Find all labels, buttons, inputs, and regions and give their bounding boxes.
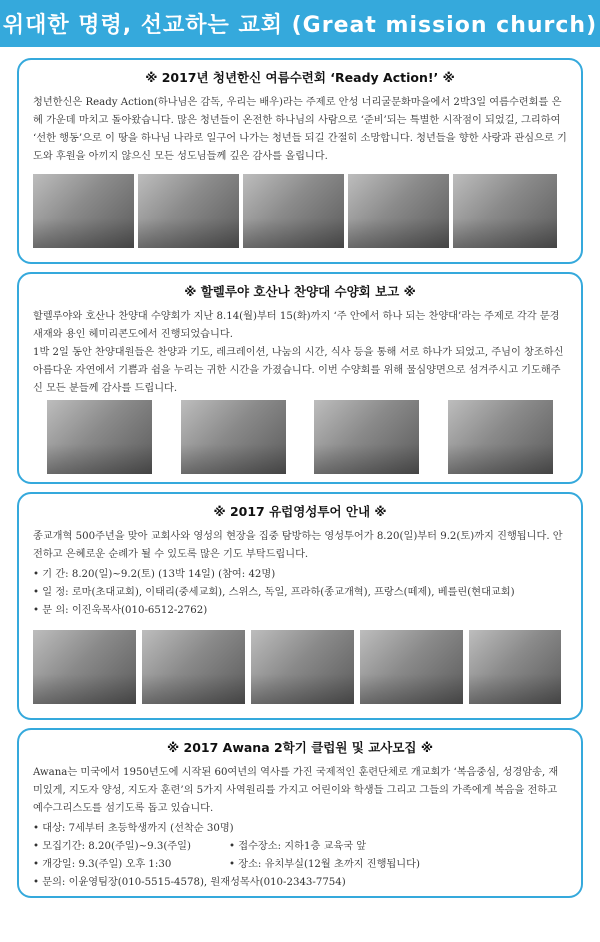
info-item: • 문 의: 이진욱목사(010-6512-2762) — [33, 605, 208, 616]
tour-photo — [142, 630, 245, 704]
retreat-photo — [33, 174, 134, 248]
section-paragraph: 할렐루야와 호산나 찬양대 수양회가 지난 8.14(월)부터 15(화)까지 ‘주 안에서 하나 되는 찬양대’라는 주제로 각각 문경새재와 용인 헤미리콘도에서 진행되었습니다. — [33, 311, 560, 340]
section-body — [33, 94, 567, 166]
tour-photo — [251, 630, 354, 704]
info-item: • 일 정: 로마(초대교회), 이태리(중세교회), 스위스, 독일, 프라하(종교개혁), 프랑스(떼제), 베를린(현대교회) — [33, 587, 515, 598]
info-list — [33, 820, 567, 892]
page-banner — [0, 0, 600, 47]
choir-photo — [181, 400, 286, 474]
section-summer-retreat — [17, 58, 583, 264]
info-item: • 개강일: 9.3(주일) 오후 1:30 — [33, 859, 172, 870]
section-body — [33, 528, 567, 620]
section-body — [33, 764, 567, 892]
tour-photo — [469, 630, 561, 704]
tour-photo — [33, 630, 136, 704]
info-item: • 대상: 7세부터 초등학생까지 (선착순 30명) — [33, 823, 234, 834]
section-title: ※ 할렐루야 호산나 찬양대 수양회 보고 ※ — [184, 284, 416, 299]
info-item: • 접수장소: 지하1층 교육국 앞 — [229, 841, 367, 852]
info-row — [33, 856, 567, 874]
choir-photo — [47, 400, 152, 474]
info-item: • 기 간: 8.20(일)~9.2(토) (13박 14일) (참여: 42명) — [33, 569, 276, 580]
info-list — [33, 566, 567, 620]
photo-strip — [33, 400, 567, 474]
section-choir-retreat — [17, 272, 583, 484]
retreat-photo — [453, 174, 557, 248]
section-paragraph: Awana는 미국에서 1950년도에 시작된 60여년의 역사를 가진 국제적인 훈련단체로 개교회가 ‘복음중심, 성경암송, 재미있게, 지도자 양성, 지도자 훈련’의 5가지 사역원리를 가지고 어린이와 학생들 그리고 그들의 가족에게 복음을 전하고 예수그리스도를 섬기도록 돕고 있습니다. — [33, 767, 559, 814]
photo-strip — [33, 630, 567, 704]
section-paragraph: 1박 2일 동안 찬양대원들은 찬양과 기도, 레크레이션, 나눔의 시간, 식사 등을 통해 서로 하나가 되었고, 주님이 창조하신 아름다운 자연에서 기쁨과 쉼을 누리는 귀한 시간을 가졌습니다. 이번 수양회를 위해 물심양면으로 섬겨주시고 기도해주신 모든 분들께 감사를 드립니다. — [33, 347, 564, 394]
section-europe-tour — [17, 492, 583, 720]
info-item: • 모집기간: 8.20(주일)~9.3(주일) — [33, 841, 191, 852]
retreat-photo — [348, 174, 449, 248]
banner-title: 위대한 명령, 선교하는 교회 (Great mission church) — [2, 13, 598, 38]
section-title: ※ 2017년 청년한신 여름수련회 ‘Ready Action!’ ※ — [145, 70, 455, 85]
retreat-photo — [243, 174, 344, 248]
info-item: • 장소: 유치부실(12월 초까지 진행됩니다) — [229, 859, 420, 870]
photo-strip — [33, 174, 567, 248]
choir-photo — [314, 400, 419, 474]
section-title: ※ 2017 유럽영성투어 안내 ※ — [213, 504, 387, 519]
section-paragraph: 종교개혁 500주년을 맞아 교회사와 영성의 현장을 집중 탐방하는 영성투어가 8.20(일)부터 9.2(토)까지 진행됩니다. 안전하고 은혜로운 순례가 될 수 있도록 많은 기도 부탁드립니다. — [33, 531, 563, 560]
tour-photo — [360, 630, 463, 704]
info-row — [33, 838, 567, 856]
section-body — [33, 308, 567, 398]
section-title: ※ 2017 Awana 2학기 클럽원 및 교사모집 ※ — [167, 740, 433, 755]
section-awana — [17, 728, 583, 898]
info-item: • 문의: 이윤영팀장(010-5515-4578), 원재성목사(010-2343-7754) — [33, 877, 346, 888]
choir-photo — [448, 400, 553, 474]
section-paragraph: 청년한신은 Ready Action(하나님은 감독, 우리는 배우)라는 주제로 안성 너리굴문화마을에서 2박3일 여름수련회를 은혜 가운데 마치고 돌아왔습니다. 많은 청년들이 온전한 하나님의 사람으로 ‘준비’되는 특별한 시작점이 되었길, 그리하여 ‘선한 행동’으로 이 땅을 하나님 나라로 일구어 나가는 청년들 되길 간절히 소망합니다. 청년들을 향한 사랑과 관심으로 기도와 후원을 아끼지 않으신 모든 성도님들께 깊은 감사를 올립니다. — [33, 97, 567, 162]
retreat-photo — [138, 174, 239, 248]
